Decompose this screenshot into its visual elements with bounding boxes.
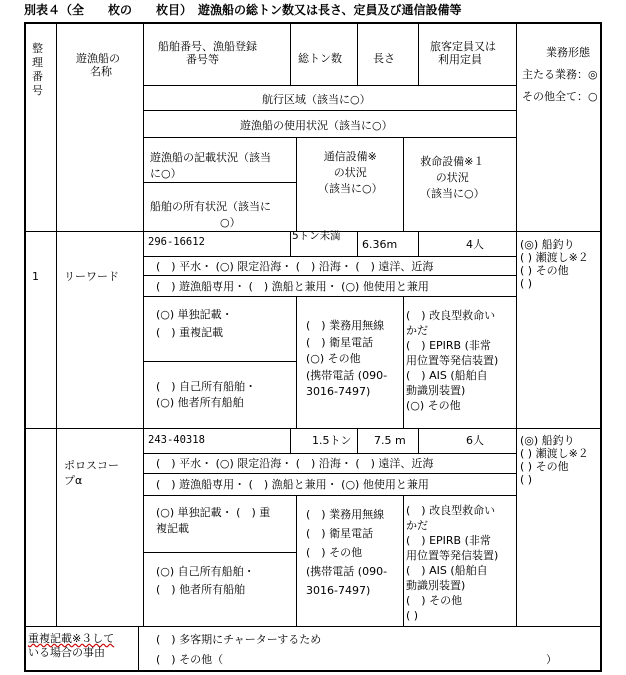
footer-option-2-end: ） — [546, 653, 557, 666]
rescue-option: かだ — [406, 519, 428, 532]
boat2-reg: 243-40318 — [148, 434, 205, 446]
rescue-option: 動識別装置) — [406, 384, 466, 397]
header-text: 船舶番号、漁船登録 — [158, 40, 257, 53]
header-text: 号 — [32, 84, 43, 97]
boat1-area: ( ) 平水・ (○) 限定沿海・ ( ) 沿海・ ( ) 遠洋、近海 — [156, 260, 434, 273]
header-area: 航行区域（該当に○） — [262, 93, 371, 106]
comm-option: ( ) 衛星電話 — [306, 527, 374, 540]
boat1-capacity: 4人 — [466, 238, 484, 251]
boat-name-line: プα — [64, 474, 83, 487]
boat1-record — [156, 306, 233, 342]
rescue-option: ( ) その他 — [406, 594, 463, 607]
header-comm — [318, 149, 383, 197]
boat1-reg: 296-16612 — [148, 236, 205, 248]
header-text: （該当に○） — [420, 187, 485, 200]
rescue-option: (○) その他 — [406, 399, 461, 412]
rescue-option: ( ) AIS (船舶自 — [406, 369, 488, 382]
header-ownership — [150, 199, 271, 231]
footer-label — [28, 632, 114, 660]
boat-name-line: ポロスコー — [64, 459, 119, 472]
header-text: の状況 — [435, 171, 469, 184]
boat2-area: ( ) 平水・ (○) 限定沿海・ ( ) 沿海・ ( ) 遠洋、近海 — [156, 457, 434, 470]
header-number — [32, 42, 43, 98]
boat2-ownership — [156, 563, 255, 599]
rescue-option: かだ — [406, 324, 428, 337]
rescue-option: ( ) 改良型救命い — [406, 309, 496, 322]
header-text: ○） — [220, 216, 241, 229]
boat1-usage: ( ) 遊漁船専用・ ( ) 漁船と兼用・ (○) 他使用と兼用 — [156, 280, 429, 293]
header-text: 名称 — [90, 65, 112, 78]
header-text: （該当に○） — [318, 182, 383, 195]
header-text: 理 — [32, 56, 43, 69]
business-option: ( ) 瀬渡し※２ — [520, 447, 589, 460]
boat1-tonnage: 5トン未満 — [292, 230, 341, 242]
boat2-usage: ( ) 遊漁船専用・ ( ) 漁船と兼用・ (○) 他使用と兼用 — [156, 478, 429, 491]
header-text: に○） — [150, 167, 182, 180]
rescue-option: 用位置等発信装置) — [406, 354, 499, 367]
header-text: 業務形態 — [546, 46, 590, 59]
boat1-length: 6.36m — [362, 238, 398, 251]
boat1-number: 1 — [32, 270, 39, 283]
comm-option: ( ) 業務用無線 — [306, 508, 385, 521]
boat2-length: 7.5 m — [374, 434, 406, 447]
header-text: の状況 — [333, 166, 367, 179]
record-option: 複記載 — [156, 522, 189, 535]
header-usage: 遊漁船の使用状況（該当に○） — [240, 119, 393, 132]
ownership-option: ( ) 自己所有船舶・ — [156, 380, 257, 393]
business-option: (◎) 船釣り — [520, 238, 575, 251]
rescue-option: ( ) 改良型救命い — [406, 504, 496, 517]
business-option: ( ) その他 — [520, 460, 569, 473]
comm-option: ( ) その他 — [306, 546, 363, 559]
header-text: 遊漁船の — [76, 52, 120, 65]
boat1-comm — [306, 318, 387, 401]
header-text: その他全て：○ — [522, 90, 598, 103]
rescue-option: 動識別装置) — [406, 579, 466, 592]
rescue-option: ( ) — [406, 609, 419, 622]
header-text: 旅客定員又は — [430, 40, 496, 53]
footer-option-1: ( ) 多客期にチャーターするため — [156, 633, 322, 646]
header-text: 利用定員 — [438, 53, 482, 66]
boat2-name — [64, 458, 119, 488]
boat2-tonnage: 1.5トン — [312, 434, 352, 447]
footer-label-line: 重複記載※３して — [28, 632, 115, 645]
header-text: 救命設備※１ — [420, 155, 485, 168]
comm-option: ( ) 業務用無線 — [306, 319, 385, 332]
business-option: ( ) 瀬渡し※２ — [520, 251, 589, 264]
comm-option: (携帯電話 (090- — [306, 565, 388, 578]
comm-option: 3016-7497) — [306, 385, 371, 398]
header-length: 長さ — [373, 52, 395, 65]
record-option: (○) 単独記載・ ( ) 重 — [156, 506, 271, 519]
header-text: 遊漁船の記載状況（該当 — [150, 151, 271, 164]
header-text: 整 — [32, 42, 43, 55]
business-option: ( ) — [520, 473, 533, 486]
comm-option: (携帯電話 (090- — [306, 368, 388, 382]
boat2-rescue — [406, 503, 498, 623]
boat2-capacity: 6人 — [466, 434, 484, 447]
header-boat-name — [76, 52, 120, 78]
business-option: ( ) — [520, 277, 533, 290]
footer-label-line: いる場合の事由 — [28, 646, 105, 659]
rescue-option: ( ) EPIRB (非常 — [406, 534, 491, 547]
rescue-option: ( ) AIS (船舶自 — [406, 564, 488, 577]
header-reg-no — [158, 40, 257, 66]
rescue-option: 用位置等発信装置) — [406, 549, 499, 562]
header-text: 船舶の所有状況（該当に — [150, 200, 271, 213]
header-rescue — [420, 154, 485, 202]
header-text: 主たる業務：◎ — [522, 68, 598, 81]
boat1-business — [520, 238, 589, 290]
boat1-rescue — [406, 308, 498, 413]
header-business — [522, 42, 598, 108]
ownership-option: ( ) 他者所有船舶 — [156, 583, 246, 596]
header-text: 番 — [32, 70, 43, 83]
ownership-option: (○) 他者所有船舶 — [156, 396, 244, 409]
header-capacity — [430, 40, 496, 66]
header-text: 番号等 — [186, 53, 219, 66]
header-record — [150, 150, 271, 182]
rescue-option: ( ) EPIRB (非常 — [406, 339, 491, 352]
record-option: (○) 単独記載・ — [156, 308, 233, 321]
footer-option-2: ( ) その他（ — [156, 653, 224, 666]
header-text: 通信設備※ — [323, 150, 377, 163]
boat2-comm — [306, 505, 387, 600]
ownership-option: (○) 自己所有船舶・ — [156, 565, 255, 578]
boat1-name: リーワード — [64, 270, 119, 283]
page-title: 別表４（全 枚の 枚目） 遊漁船の総トン数又は長さ、定員及び通信設備等 — [24, 3, 462, 17]
boat2-business — [520, 434, 589, 486]
comm-option: 3016-7497) — [306, 584, 371, 597]
comm-option: (○) その他 — [306, 352, 361, 365]
boat1-ownership — [156, 379, 256, 411]
record-option: ( ) 重複記載 — [156, 326, 224, 339]
comm-option: ( ) 衛星電話 — [306, 335, 374, 349]
business-option: (◎) 船釣り — [520, 434, 575, 447]
boat2-record — [156, 505, 270, 537]
business-option: ( ) その他 — [520, 264, 569, 277]
header-tonnage: 総トン数 — [298, 52, 342, 65]
